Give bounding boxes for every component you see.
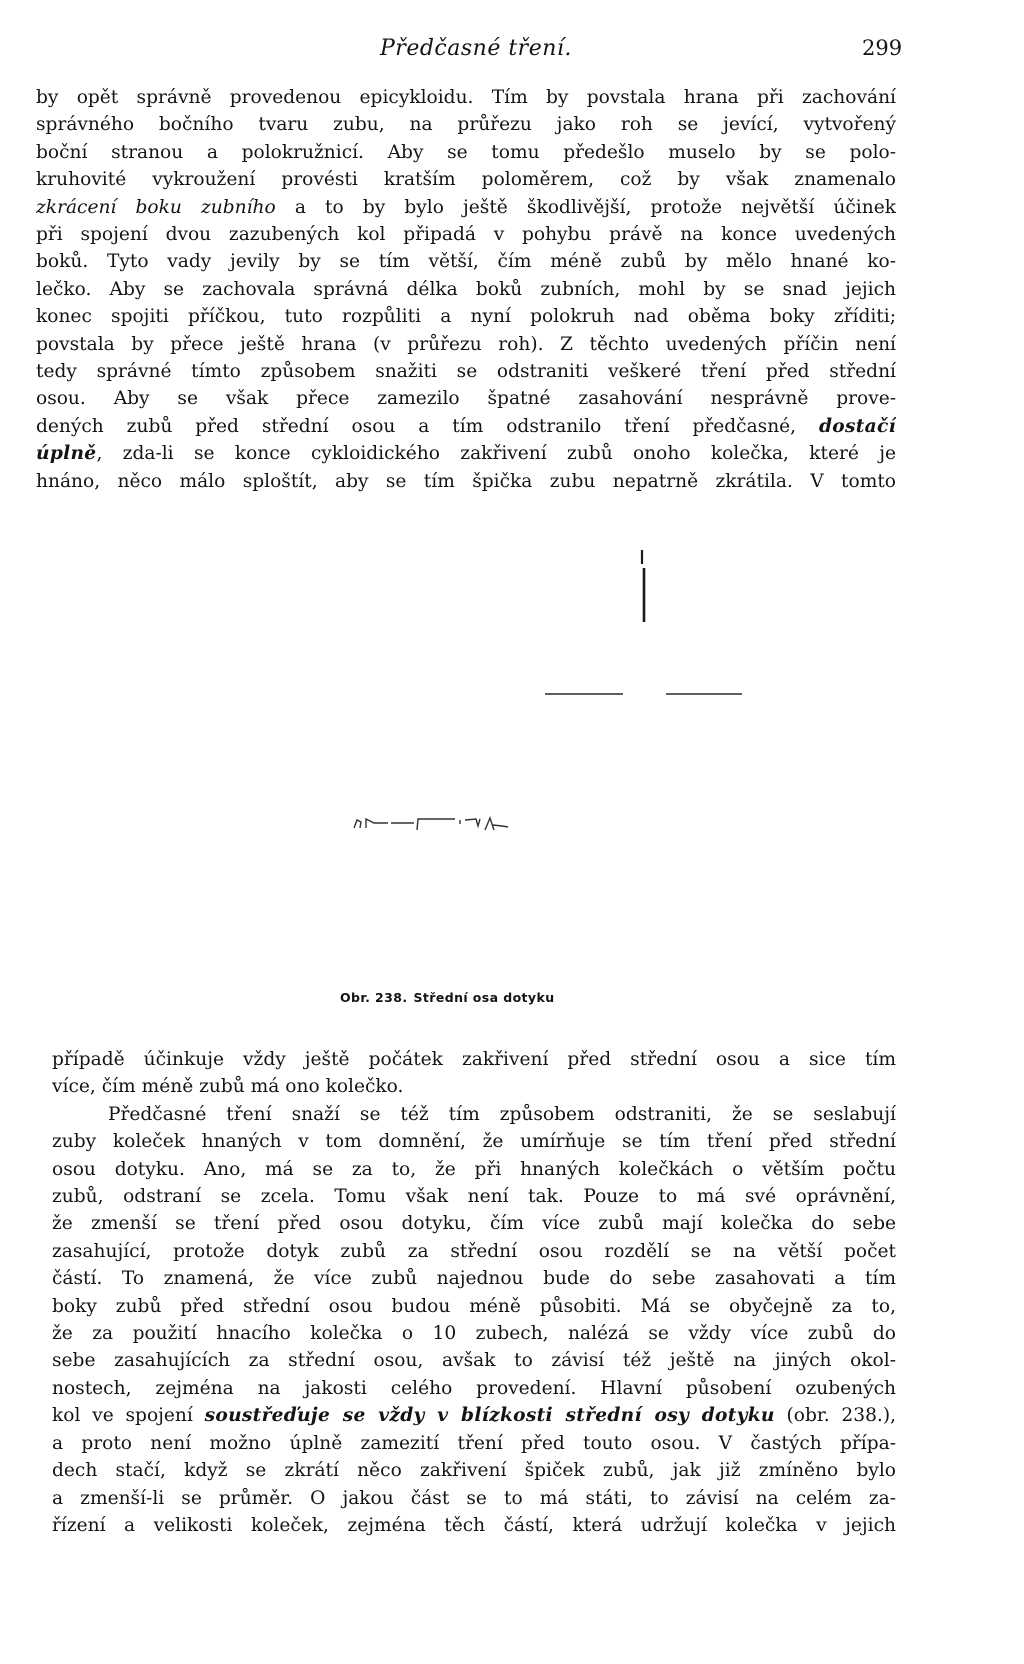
text-line: boční stranou a polokružnicí. Aby se tomu předešlo muselo by se polo- [36, 141, 896, 163]
figure-caption-number: Obr. 238. [340, 990, 408, 1005]
spaced-emphasis: soustřeďuje se vždy v blízkosti střední osy dotyku [204, 1405, 775, 1427]
text-line: osou dotyku. Ano, má se za to, že při hnaných kolečkách o větším počtu [52, 1158, 896, 1180]
text-line: sebe zasahujících za střední osou, avšak to závisí též ještě na jiných okol- [52, 1350, 896, 1372]
text-line: povstala by přece ještě hrana (v průřezu roh). Z těchto uvedených příčin není [36, 333, 896, 355]
text-line: řízení a velikosti koleček, zejména těch částí, která udržují kolečka v jejich [52, 1514, 896, 1536]
tooth-profile-fragment [354, 818, 508, 830]
text-line [36, 413, 896, 440]
text-line: dech stačí, když se zkrátí něco zakřivení špiček zubů, jak již zmíněno bylo [52, 1460, 896, 1482]
text-line: správného bočního tvaru zubu, na průřezu jako roh se jevící, vytvořený [36, 114, 896, 136]
running-head: Předčasné tření. [380, 36, 572, 61]
text-line: tedy správné tímto způsobem snažiti se odstraniti veškeré tření před střední [36, 361, 896, 383]
text-line: hnáno, něco málo sploštít, aby se tím špička zubu nepatrně zkrátila. V tomto [36, 470, 896, 492]
text-line: více, čím méně zubů má ono kolečko. [52, 1076, 404, 1098]
text-line [36, 194, 896, 221]
bottom-paragraph [52, 1046, 896, 1539]
text-line: boků. Tyto vady jevily by se tím větší, čím méně zubů by mělo hnané ko- [36, 251, 896, 273]
text-line [36, 440, 896, 467]
text-line: zasahující, protože dotyk zubů za střední osou rozdělí se na větší počet [52, 1240, 896, 1262]
text-line: osou. Aby se však přece zamezilo špatné zasahování nesprávně prove- [36, 388, 896, 410]
text-fragment: kol ve spojení [52, 1405, 205, 1427]
text-line: a zmenší-li se průměr. O jakou část se to má státi, to závisí na celém za- [52, 1487, 896, 1509]
text-fragment: dených zubů před střední osou a tím odstranilo tření předčasné, [36, 415, 819, 437]
figure-238-drawing [330, 540, 750, 840]
text-line: a proto není možno úplně zamezití tření před touto osou. V častých přípa- [52, 1432, 896, 1454]
figure-caption-title: Střední osa dotyku [413, 990, 555, 1005]
text-line: lečko. Aby se zachovala správná délka boků zubních, mohl by se snad jejich [36, 278, 896, 300]
text-line: že za použití hnacího kolečka o 10 zubech, nalézá se vždy více zubů do [52, 1323, 896, 1345]
text-line: případě účinkuje vždy ještě počátek zakřivení před střední osou a sice tím [52, 1049, 896, 1070]
text-line: zuby koleček hnaných v tom domnění, že umírňuje se tím tření před střední [52, 1131, 896, 1153]
spaced-emphasis: úplně [36, 443, 97, 465]
text-line [52, 1402, 896, 1429]
text-line: kruhovité vykroužení provésti kratším poloměrem, což by však znamenalo [36, 169, 896, 191]
emphasis-text: zkrácení boku zubního [36, 196, 276, 218]
text-line: boky zubů před střední osou budou méně působiti. Má se obyčejně za to, [52, 1295, 896, 1317]
text-line: by opět správně provedenou epicykloidu. Tím by povstala hrana při zachování [36, 87, 896, 108]
text-fragment: , zda-li se konce cykloidického zakřivení zubů onoho kolečka, které je [96, 443, 896, 465]
text-line: Předčasné tření snaží se též tím způsobem odstraniti, že se seslabují [108, 1103, 896, 1125]
text-line: nostech, zejména na jakosti celého provedení. Hlavní působení ozubených [52, 1377, 896, 1399]
figure-caption [340, 990, 561, 1005]
text-line: částí. To znamená, že více zubů najednou bude do sebe zasahovati a tím [52, 1268, 896, 1290]
top-paragraph [36, 84, 896, 495]
text-fragment: (obr. 238.), [774, 1405, 896, 1427]
spaced-emphasis: dostačí [819, 415, 896, 437]
text-line: při spojení dvou zazubených kol připadá v pohybu právě na konce uvedených [36, 224, 896, 246]
text-fragment: a to by bylo ještě škodlivější, protože největší účinek [275, 196, 896, 218]
page-number: 299 [862, 36, 903, 60]
text-line: zubů, odstraní se zcela. Tomu však není tak. Pouze to má své oprávnění, [52, 1186, 896, 1208]
text-line: konec spojiti příčkou, tuto rozpůliti a nyní polokruh nad oběma boky zříditi; [36, 306, 896, 328]
text-line: že zmenší se tření před osou dotyku, čím více zubů mají kolečka do sebe [52, 1213, 896, 1235]
